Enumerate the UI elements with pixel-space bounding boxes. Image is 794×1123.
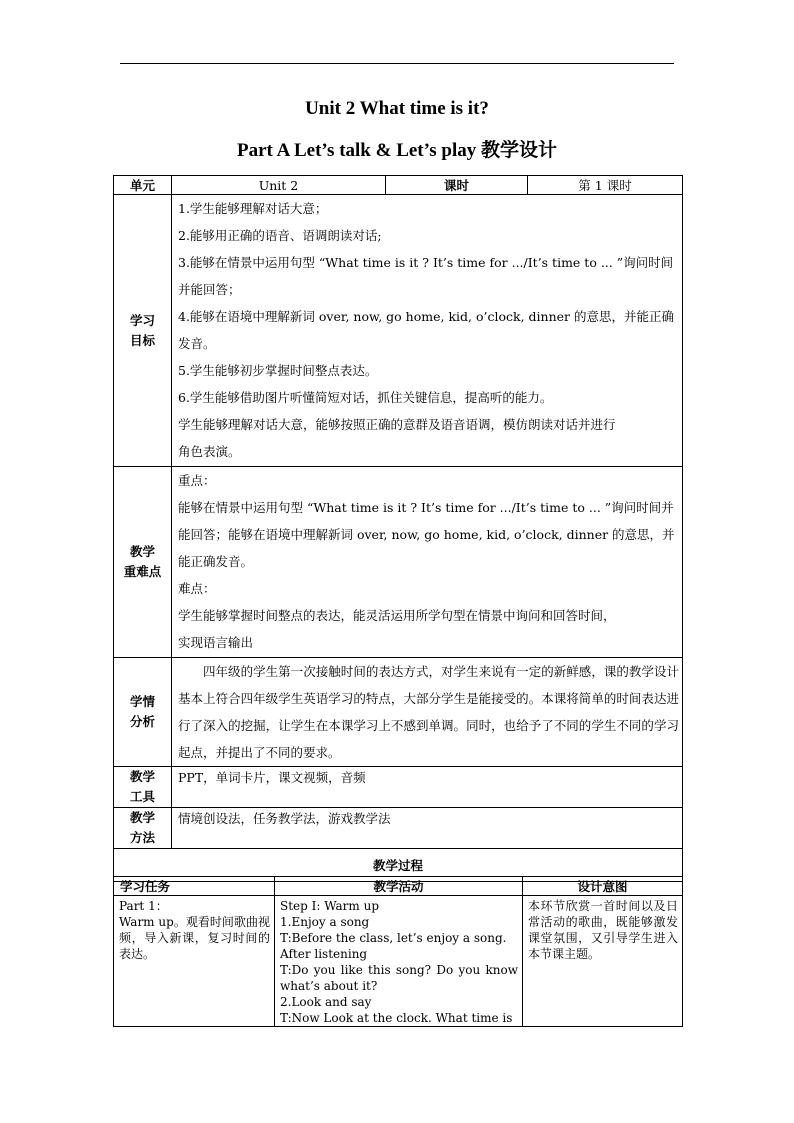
process-step-row [114,896,683,1027]
document-title: Unit 2 What time is it? [305,98,489,119]
key-point-line: 能正确发音。 [178,554,254,569]
activity-line: After listening [280,947,368,961]
methods-text: 情境创设法，任务教学法，游戏教学法 [178,811,391,826]
analysis-text: 四年级的学生第一次接触时间的表达方式，对学生来说有一定的新鲜感，课的教学设计基本上符合四年级学生英语学习的特点，大部分学生是能接受的。本课将简单的时间表达进行了深入的挖掘，让学生在本课学习上不感到单调。同时，也给予了不同的学生不同的学习起点，并提出了不同的要求。 [178,664,679,760]
lesson-info-table [113,175,683,882]
methods-row [114,808,683,849]
activity-column-header: 教学活动 [275,877,523,896]
activity-line: 2.Look and say [280,995,372,1009]
tools-text: PPT，单词卡片，课文视频，音频 [178,770,366,785]
unit-label: 单元 [114,176,172,195]
task-line: Warm up。观看时间歌曲视频，导入新课，复习时间的表达。 [119,915,270,961]
key-points-label: 教学 重难点 [114,467,172,658]
key-point-line: 能够在情景中运用句型 “What time is it ? It’s time for .../It’s time to ... ”询问时间并 [178,500,674,515]
objective-line: 6.学生能够借助图片听懂简短对话，抓住关键信息，提高听的能力。 [178,390,553,405]
analysis-content [172,658,683,767]
process-header-row [114,877,683,896]
objective-line: 1.学生能够理解对话大意； [178,201,328,216]
key-point-line: 学生能够掌握时间整点的表达，能灵活运用所学句型在情景中询问和回答时间， [178,608,616,623]
intent-text: 本环节欣赏一首时间以及日常活动的歌曲，既能够激发课堂氛围，又引导学生进入本节课主题。 [528,899,678,961]
objectives-row [114,195,683,467]
activity-cell [275,896,523,1027]
objectives-label: 学习 目标 [114,195,172,467]
objective-line: 角色表演。 [178,444,241,459]
activity-line: T:Now Look at the clock. What time is [280,1011,513,1025]
tools-row [114,767,683,808]
tools-label: 教学 工具 [114,767,172,808]
key-point-line: 难点： [178,581,216,596]
activity-line: Step I: Warm up [280,899,380,913]
period-value: 第 1 课时 [528,176,683,195]
objective-line: 学生能够理解对话大意，能够按照正确的意群及语音语调，模仿朗读对话并进行 [178,417,616,432]
task-line: Part 1： [119,899,168,913]
unit-value: Unit 2 [172,176,386,195]
objective-line: 并能回答； [178,282,241,297]
key-points-content [172,467,683,658]
activity-line: T:Before the class, let’s enjoy a song. [280,931,507,945]
key-points-row [114,467,683,658]
activity-line: T:Do you like this song? Do you know what’s about it? [280,963,518,993]
process-title: 教学过程 [114,849,683,882]
key-point-line: 实现语言输出 [178,635,254,650]
activity-line: 1.Enjoy a song [280,915,370,929]
objective-line: 4.能够在语境中理解新词 over, now, go home, kid, o’clock, dinner 的意思，并能正确 [178,309,674,324]
key-point-line: 重点： [178,473,216,488]
header-rule [120,63,674,64]
task-column-header: 学习任务 [114,877,275,896]
document-subtitle: Part A Let’s talk & Let’s play 教学设计 [237,140,557,161]
objective-line: 5.学生能够初步掌握时间整点表达。 [178,363,378,378]
task-cell [114,896,275,1027]
period-label: 课时 [386,176,528,195]
objectives-content [172,195,683,467]
objective-line: 2.能够用正确的语音、语调朗读对话; [178,228,382,243]
analysis-label: 学情 分析 [114,658,172,767]
key-point-line: 能回答；能够在语境中理解新词 over, now, go home, kid, o’clock, dinner 的意思，并 [178,527,675,542]
intent-cell [523,896,683,1027]
methods-content [172,808,683,849]
objective-line: 3.能够在情景中运用句型 “What time is it ? It’s time for .../It’s time to ... ”询问时间 [178,255,674,270]
unit-row [114,176,683,195]
intent-column-header: 设计意图 [523,877,683,896]
methods-label: 教学 方法 [114,808,172,849]
objective-line: 发音。 [178,336,216,351]
process-table [113,876,683,1027]
analysis-row [114,658,683,767]
tools-content [172,767,683,808]
